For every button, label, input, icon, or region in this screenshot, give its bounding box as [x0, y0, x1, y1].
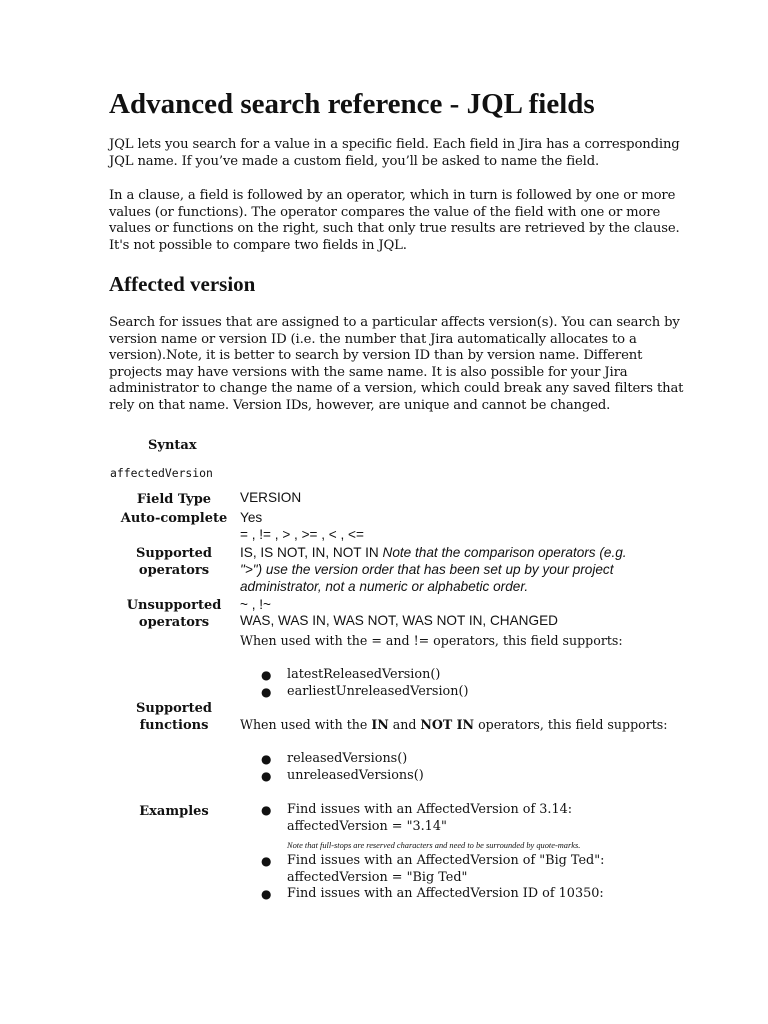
examples-label: Examples [139, 804, 209, 819]
example-note: Note that full-stops are reserved characters and need to be surrounded by quote-marks. [287, 841, 581, 850]
supported-operators-label [109, 545, 239, 579]
example-item [240, 886, 604, 903]
section-heading: Affected version [109, 272, 256, 296]
unsupported-operators-label [109, 597, 239, 631]
functions-intro-2 [240, 717, 668, 734]
bullet-icon: ● [261, 668, 272, 682]
text-line: values or functions on the right, such that only true results are retrieved by the clause. [109, 221, 680, 237]
syntax-value: affectedVersion [110, 466, 213, 480]
supported-operators-line-2 [240, 545, 627, 562]
bullet-icon: ● [261, 768, 272, 783]
example-query-line [240, 819, 572, 836]
supported-operators-note-3 [240, 579, 528, 596]
label-line: functions [139, 718, 209, 733]
field-type-label: Field Type [136, 492, 212, 507]
bullet-icon: ● [261, 803, 272, 817]
syntax-label: Syntax [148, 438, 197, 453]
intro-paragraph-1 [109, 137, 680, 170]
text-line: In a clause, a field is followed by an operator, which in turn is followed by one or more [109, 188, 676, 203]
unsupported-operators-line-1: ~ , !~ [240, 597, 271, 612]
example-item [240, 802, 572, 819]
intro-paragraph-2 [109, 188, 680, 254]
example-item [240, 853, 604, 870]
section-description [109, 315, 683, 415]
text-line: rely on that name. Version IDs, however, are unique and cannot be changed. [109, 397, 611, 413]
example-description: Find issues with an AffectedVersion of 3.14: [287, 802, 573, 817]
list-item [240, 768, 424, 785]
bullet-icon: ● [261, 684, 272, 699]
supported-operators-line-1: = , != , > , >= , < , <= [240, 527, 364, 542]
functions-list-2 [240, 751, 424, 784]
example-query: affectedVersion = "3.14" [287, 818, 447, 834]
supported-operators-note-2 [240, 562, 614, 579]
text-line: projects may have versions with the same name. It is also possible for your Jira [109, 364, 628, 380]
example-query-line [240, 870, 604, 887]
functions-list-1 [240, 667, 468, 700]
operators-note: ">") use the version order that has been set up by your project [240, 562, 614, 577]
functions-intro-1: When used with the = and != operators, this field supports: [240, 633, 623, 648]
operators-note: Note that the comparison operators (e.g. [382, 545, 627, 560]
list-item [240, 684, 468, 701]
not-in-keyword: NOT IN [420, 717, 475, 732]
list-item-text: releasedVersions() [287, 751, 408, 766]
label-line: operators [138, 563, 210, 578]
text-line: version name or version ID (i.e. the number that Jira automatically allocates to a [109, 331, 637, 347]
label-line: Supported [136, 701, 212, 716]
bullet-icon: ● [261, 752, 272, 766]
functions-intro-text: and [388, 717, 421, 732]
examples-list-continued [240, 853, 604, 903]
text-line: JQL name. If you’ve made a custom field, you’ll be asked to name the field. [109, 153, 600, 169]
operators-note: administrator, not a numeric or alphabetic order. [240, 579, 529, 594]
list-item-text: earliestUnreleasedVersion() [287, 683, 469, 699]
autocomplete-label: Auto-complete [120, 511, 228, 526]
operators-text: IS, IS NOT, IN, NOT IN [240, 545, 383, 560]
examples-list [240, 802, 572, 835]
text-line: version).Note, it is better to search by version ID than by version name. Different [109, 348, 643, 364]
unsupported-operators-line-2: WAS, WAS IN, WAS NOT, WAS NOT IN, CHANGED [240, 613, 558, 628]
list-item-text: unreleasedVersions() [287, 767, 424, 783]
text-line: JQL lets you search for a value in a specific field. Each field in Jira has a corresponding [109, 137, 680, 152]
label-line: Unsupported [126, 598, 222, 613]
field-type-value: VERSION [240, 490, 302, 505]
list-item [240, 751, 424, 768]
text-line: values (or functions). The operator compares the value of the field with one or more [109, 204, 661, 220]
autocomplete-value: Yes [240, 510, 263, 525]
list-item-text: latestReleasedVersion() [287, 667, 441, 682]
text-line: It's not possible to compare two fields in JQL. [109, 237, 407, 253]
example-description: Find issues with an AffectedVersion ID of 10350: [287, 886, 604, 902]
functions-intro-text: operators, this field supports: [474, 717, 668, 732]
in-keyword: IN [371, 717, 389, 732]
page-title: Advanced search reference - JQL fields [109, 88, 595, 120]
list-item [240, 667, 468, 684]
text-line: Search for issues that are assigned to a particular affects version(s). You can search by [109, 315, 680, 330]
label-line: operators [138, 615, 210, 630]
functions-intro-text: When used with the [240, 717, 372, 732]
text-line: administrator to change the name of a version, which could break any saved filters that [109, 381, 684, 397]
supported-functions-label [109, 700, 239, 734]
example-description: Find issues with an AffectedVersion of "Big Ted": [287, 853, 605, 868]
label-line: Supported [136, 546, 212, 561]
bullet-icon: ● [261, 854, 272, 868]
bullet-icon: ● [261, 887, 272, 902]
example-query: affectedVersion = "Big Ted" [287, 869, 468, 885]
